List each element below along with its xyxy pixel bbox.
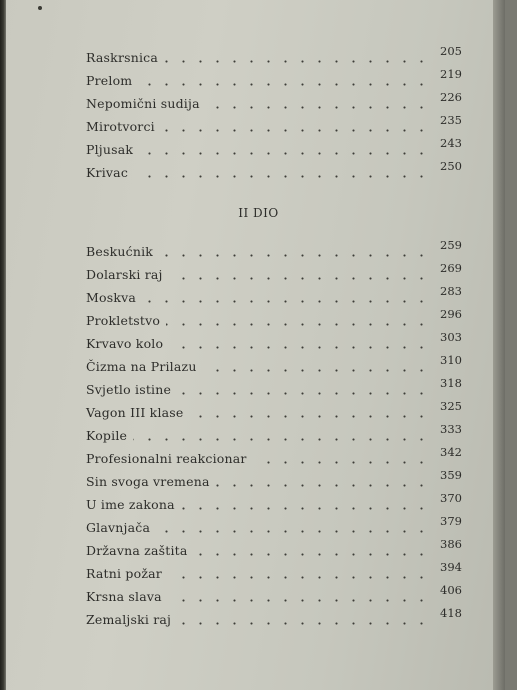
toc-entry-page: 243 [440,136,462,150]
toc-entry-title: Svjetlo istine [86,382,172,397]
toc-entry [86,491,462,514]
toc-entry-page: 386 [440,537,462,551]
dot-leader [216,484,430,487]
toc-entry-title: Profesionalni reakcionar [86,451,247,466]
dot-leader [134,175,430,178]
toc-entry [86,284,462,307]
dot-leader [133,438,430,441]
toc-entry-page: 418 [440,606,462,620]
dot-leader [177,622,430,625]
toc-entry-title: Državna zaštita [86,543,188,558]
dot-leader [177,392,430,395]
toc-entry-page: 235 [440,113,462,127]
toc-entry [86,67,462,90]
toc-entry-title: Krvavo kolo [86,336,164,351]
dot-leader [156,530,430,533]
toc-entry [86,261,462,284]
toc-entry-page: 269 [440,261,462,275]
toc-entry-page: 303 [440,330,462,344]
toc-entry-title: Beskućnik [86,244,154,259]
toc-entry-title: Prokletstvo [86,313,161,328]
toc-entry-page: 259 [440,238,462,252]
dot-leader [206,106,430,109]
dot-leader [169,277,430,280]
toc-entry [86,445,462,468]
toc-entry [86,514,462,537]
toc-entry [86,307,462,330]
toc-entry-page: 359 [440,468,462,482]
toc-entry [86,113,462,136]
toc-entry-page: 370 [440,491,462,505]
toc-entry [86,136,462,159]
toc-entry [86,353,462,376]
dot-leader [168,576,430,579]
toc-entry-title: Zemaljski raj [86,612,172,627]
dot-leader [164,60,430,63]
dot-leader [190,415,430,418]
toc-entry [86,330,462,353]
book-spine [0,0,6,690]
toc-entry-title: Čizma na Prilazu [86,359,197,374]
table-of-contents-part-2 [86,238,462,629]
toc-entry-page: 342 [440,445,462,459]
toc-entry-title: Sin svoga vremena [86,474,210,489]
dot-leader [169,346,430,349]
toc-entry [86,422,462,445]
toc-entry-title: Nepomični sudija [86,96,200,111]
toc-entry-title: Ratni požar [86,566,162,581]
toc-entry-page: 379 [440,514,462,528]
toc-entry-title: U ime zakona [86,497,175,512]
toc-entry [86,159,462,182]
toc-entry-title: Glavnjača [86,520,151,535]
toc-entry-page: 310 [440,353,462,367]
table-of-contents-part-1 [86,44,462,182]
dot-leader [194,553,430,556]
toc-entry-page: 406 [440,583,462,597]
dot-leader [161,129,430,132]
page-edge [493,0,505,690]
toc-entry-title: Dolarski raj [86,267,163,282]
toc-entry [86,90,462,113]
toc-entry-page: 333 [440,422,462,436]
toc-entry-title: Vagon III klase [86,405,184,420]
toc-entry [86,560,462,583]
toc-entry [86,537,462,560]
toc-entry [86,376,462,399]
toc-entry [86,399,462,422]
toc-entry [86,468,462,491]
toc-entry [86,238,462,261]
toc-entry-title: Pljusak [86,142,134,157]
toc-entry-title: Moskva [86,290,137,305]
toc-entry-page: 205 [440,44,462,58]
toc-entry [86,44,462,67]
toc-entry-page: 250 [440,159,462,173]
toc-entry-page: 394 [440,560,462,574]
toc-entry-page: 226 [440,90,462,104]
section-heading: II DIO [238,206,279,220]
toc-entry-title: Krivac [86,165,129,180]
dot-leader [138,83,430,86]
toc-entry-title: Krsna slava [86,589,162,604]
toc-entry-page: 318 [440,376,462,390]
toc-entry-page: 219 [440,67,462,81]
toc-entry-title: Prelom [86,73,133,88]
toc-entry-title: Kopile [86,428,128,443]
page-mark [38,6,42,10]
dot-leader [253,461,430,464]
toc-entry-page: 283 [440,284,462,298]
dot-leader [168,599,430,602]
toc-entry-title: Mirotvorci [86,119,155,134]
dot-leader [203,369,430,372]
toc-entry-title: Raskrsnica [86,50,159,65]
dot-leader [181,507,430,510]
dot-leader [142,300,430,303]
dot-leader [139,152,430,155]
toc-entry [86,606,462,629]
toc-entry-page: 296 [440,307,462,321]
toc-entry [86,583,462,606]
dot-leader [166,323,430,326]
dot-leader [159,254,430,257]
toc-entry-page: 325 [440,399,462,413]
